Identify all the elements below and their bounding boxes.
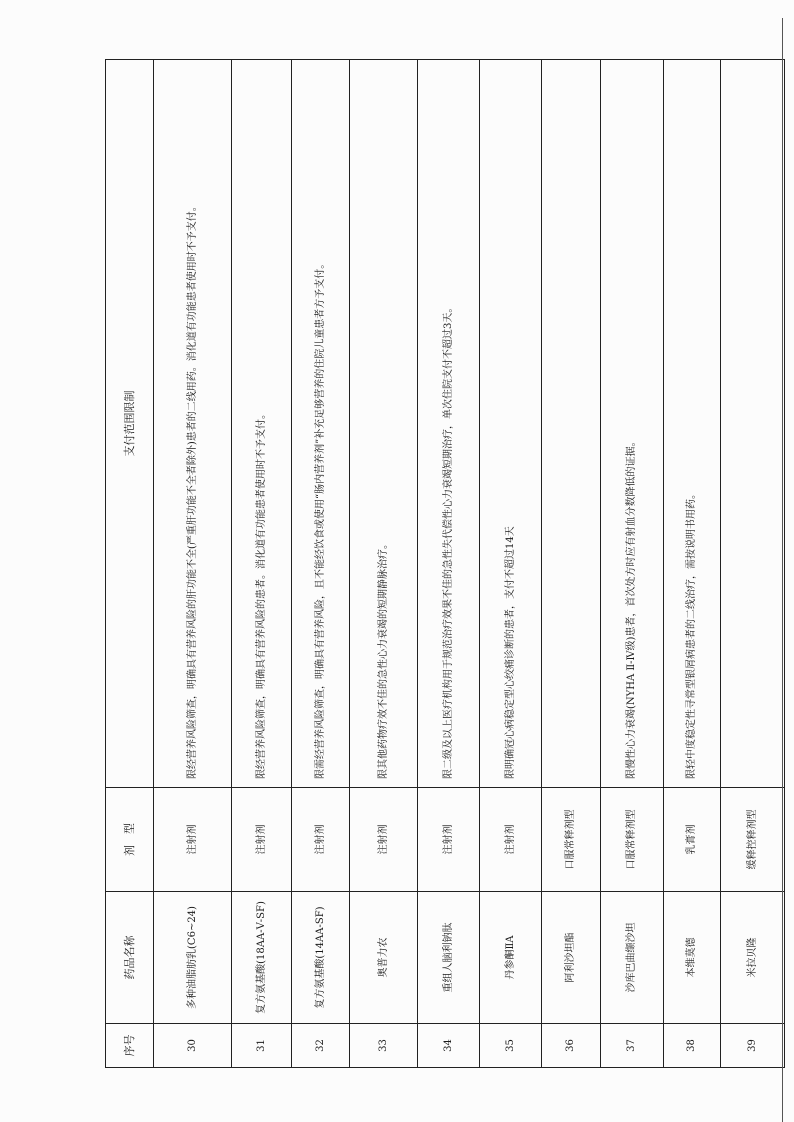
row-index: 39 <box>720 1024 784 1068</box>
payment-limit: 限轻中度稳定性寻常型银屑病患者的二线治疗，需按说明书用药。 <box>663 60 720 788</box>
table-row <box>292 60 350 1068</box>
drug-name: 阿利沙坦酯 <box>541 892 600 1024</box>
rotated-table-container <box>105 60 785 1068</box>
table-row <box>231 60 292 1068</box>
header-drug-name: 药品名称 <box>106 892 154 1024</box>
drug-name: 重组人脑利钠肽 <box>418 892 480 1024</box>
drug-name: 复方氨基酸(18AA-Ⅴ-SF) <box>231 892 292 1024</box>
payment-limit <box>720 60 784 788</box>
payment-limit: 限经营养风险筛查，明确具有营养风险的肝功能不全(严重肝功能不全者除外)患者的二线用药。消化道有功能患者使用时不予支付。 <box>154 60 232 788</box>
drug-name: 沙库巴曲缬沙坦 <box>600 892 663 1024</box>
dosage-form: 注射剂 <box>350 788 418 892</box>
payment-limit: 限需经营养风险筛查，明确具有营养风险，且不能经饮食或使用“肠内营养剂”补充足够营养的住院儿童患者方予支付。 <box>292 60 350 788</box>
table-row <box>541 60 600 1068</box>
drug-name: 丹参酮ⅡA <box>479 892 541 1024</box>
drug-name: 奥普力农 <box>350 892 418 1024</box>
table-row <box>350 60 418 1068</box>
table-row <box>479 60 541 1068</box>
table-row <box>600 60 663 1068</box>
row-index: 35 <box>479 1024 541 1068</box>
table-row <box>663 60 720 1068</box>
drug-name: 多种油脂肪乳(C6~24) <box>154 892 232 1024</box>
dosage-form: 乳膏剂 <box>663 788 720 892</box>
payment-limit: 限其他药物疗效不佳的急性心力衰竭的短期静脉治疗。 <box>350 60 418 788</box>
dosage-form: 口服常释剂型 <box>600 788 663 892</box>
dosage-form: 注射剂 <box>479 788 541 892</box>
table-row <box>418 60 480 1068</box>
row-index: 33 <box>350 1024 418 1068</box>
table-row <box>154 60 232 1068</box>
row-index: 30 <box>154 1024 232 1068</box>
payment-limit <box>541 60 600 788</box>
row-index: 31 <box>231 1024 292 1068</box>
row-index: 38 <box>663 1024 720 1068</box>
row-index: 37 <box>600 1024 663 1068</box>
table-row <box>720 60 784 1068</box>
dosage-form: 注射剂 <box>231 788 292 892</box>
drug-payment-table <box>105 59 785 1068</box>
header-index: 序号 <box>106 1024 154 1068</box>
row-index: 34 <box>418 1024 480 1068</box>
drug-name: 米拉贝隆 <box>720 892 784 1024</box>
dosage-form: 注射剂 <box>292 788 350 892</box>
row-index: 32 <box>292 1024 350 1068</box>
scan-edge-line <box>782 18 783 1122</box>
header-payment-limit: 支付范围限制 <box>106 60 154 788</box>
dosage-form: 注射剂 <box>154 788 232 892</box>
dosage-form: 缓释控释剂型 <box>720 788 784 892</box>
dosage-form: 注射剂 <box>418 788 480 892</box>
payment-limit: 限明确冠心病稳定型心绞痛诊断的患者，支付不超过14天 <box>479 60 541 788</box>
header-dosage-form: 剂 型 <box>106 788 154 892</box>
drug-name: 复方氨基酸(14AA-SF) <box>292 892 350 1024</box>
payment-limit: 限二级及以上医疗机构用于规范治疗效果不佳的急性失代偿性心力衰竭短期治疗，单次住院支付不超过3天。 <box>418 60 480 788</box>
dosage-form: 口服常释剂型 <box>541 788 600 892</box>
header-row <box>106 60 154 1068</box>
row-index: 36 <box>541 1024 600 1068</box>
drug-name: 本维莫德 <box>663 892 720 1024</box>
payment-limit: 限经营养风险筛查，明确具有营养风险的患者。消化道有功能患者使用时不予支付。 <box>231 60 292 788</box>
payment-limit: 限慢性心力衰竭(NYHA Ⅱ-Ⅳ级)患者，首次处方时应有射血分数降低的证据。 <box>600 60 663 788</box>
